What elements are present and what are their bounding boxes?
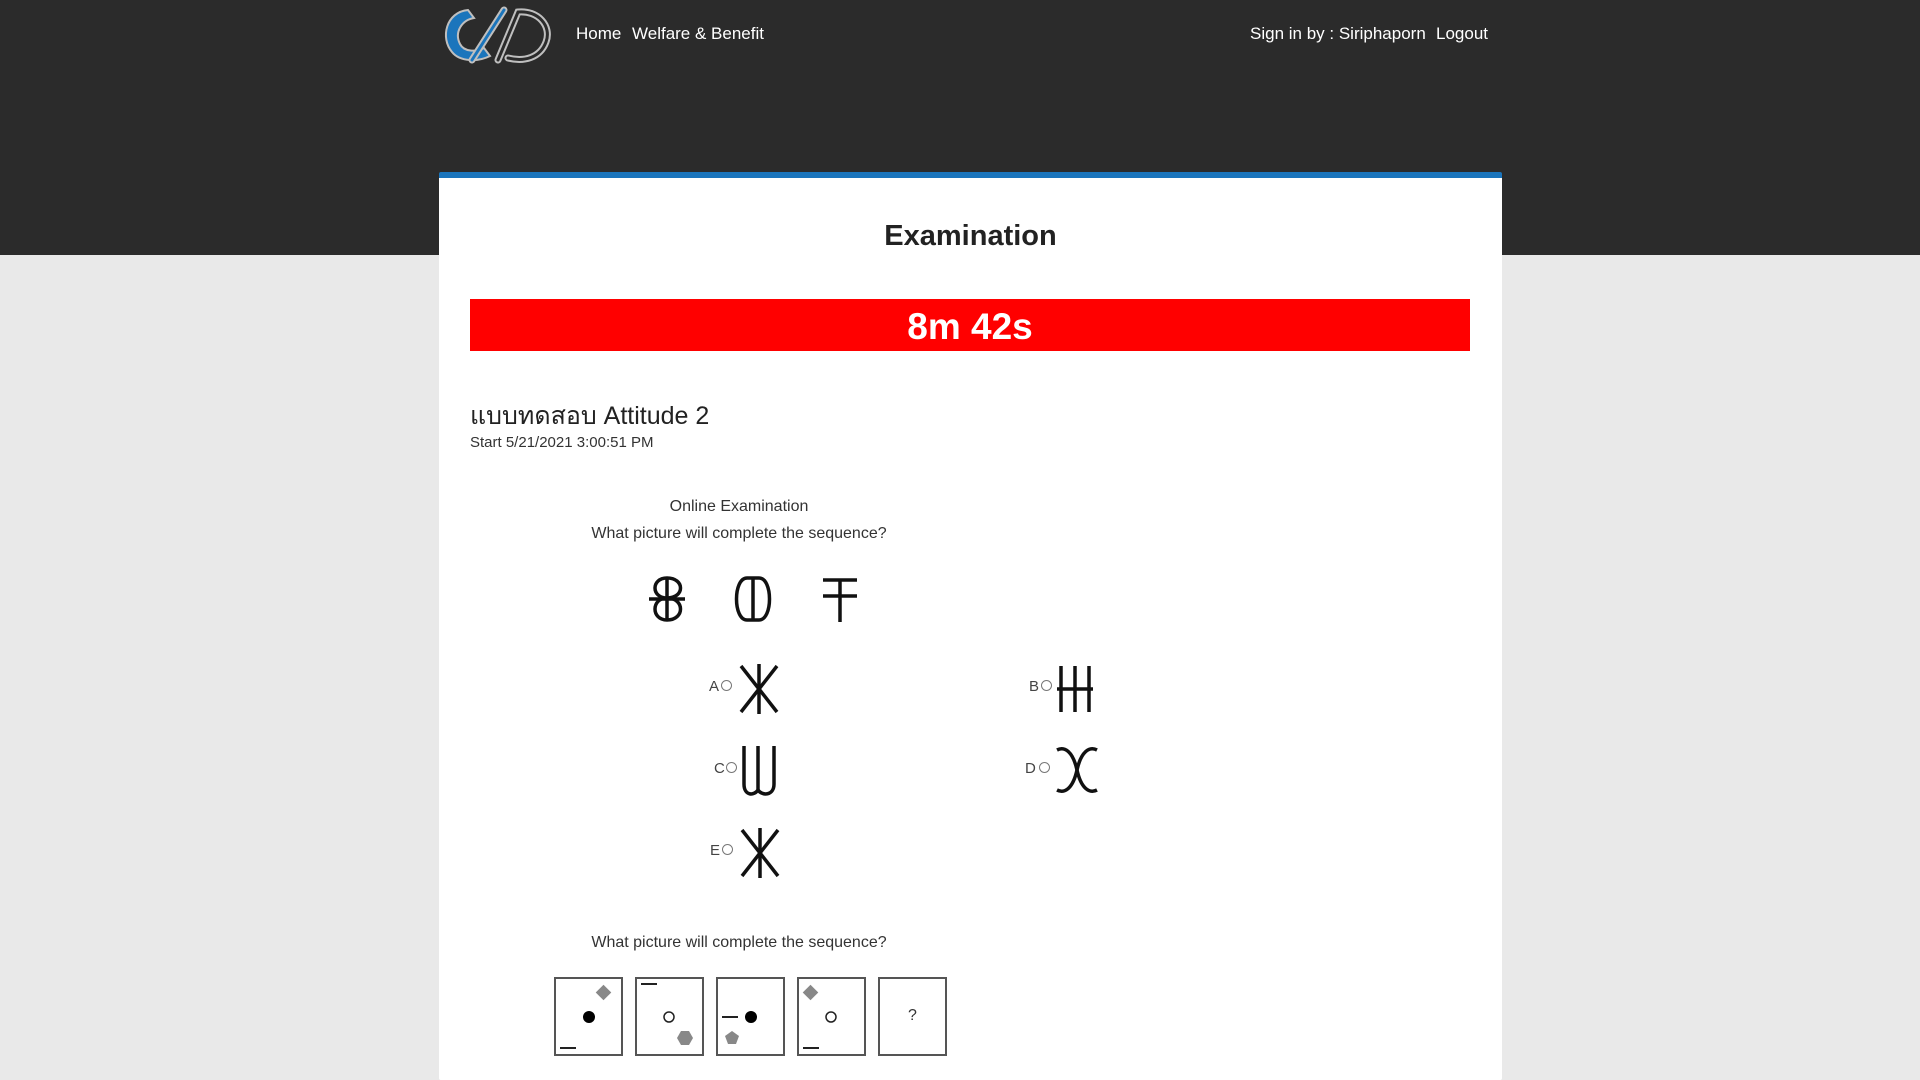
- option-d-symbol-icon: [1051, 740, 1103, 800]
- question-2-text: What picture will complete the sequence?: [591, 934, 887, 951]
- page-title: Examination: [884, 220, 1057, 252]
- option-b-radio[interactable]: [1041, 680, 1052, 691]
- question-1-sequence: [639, 568, 899, 628]
- nav-home-link[interactable]: Home: [576, 24, 622, 43]
- sequence-symbol-2-icon: [725, 568, 785, 628]
- option-b[interactable]: [1029, 658, 1149, 718]
- option-c-letter: C: [714, 760, 725, 777]
- option-d[interactable]: [1025, 740, 1145, 800]
- option-e-letter: E: [710, 842, 721, 859]
- unknown-box-mark: ?: [908, 1007, 917, 1024]
- question-1-header: [579, 493, 899, 547]
- exam-start-time: Start 5/21/2021 3:00:51 PM: [470, 434, 654, 451]
- sequence-box-2-shapes-icon: [637, 979, 702, 1054]
- sequence-box-unknown: [878, 977, 947, 1056]
- option-d-radio[interactable]: [1039, 762, 1050, 773]
- option-b-letter: B: [1029, 678, 1040, 695]
- option-b-symbol-icon: [1053, 658, 1105, 718]
- option-c-symbol-icon: [736, 740, 788, 800]
- sequence-symbol-3-icon: [811, 568, 871, 628]
- option-a-radio[interactable]: [721, 680, 732, 691]
- countdown-timer: 8m 42s: [470, 299, 1470, 351]
- sequence-symbol-1-icon: [639, 568, 699, 628]
- option-a[interactable]: [709, 658, 829, 718]
- sequence-box-3: [716, 977, 785, 1056]
- exam-card: [439, 172, 1502, 1080]
- sequence-box-3-shapes-icon: [718, 979, 783, 1054]
- company-logo-icon[interactable]: [438, 2, 554, 68]
- sequence-box-4-shapes-icon: [799, 979, 864, 1054]
- option-d-letter: D: [1025, 760, 1036, 777]
- option-a-symbol-icon: [733, 658, 785, 718]
- sequence-box-2: [635, 977, 704, 1056]
- signed-in-user-label: Sign in by : Siriphaporn: [1250, 24, 1426, 43]
- sequence-box-1: [554, 977, 623, 1056]
- sequence-box-1-shapes-icon: [556, 979, 621, 1054]
- logout-link[interactable]: Logout: [1436, 24, 1488, 43]
- option-e-radio[interactable]: [722, 844, 733, 855]
- question-1-text: What picture will complete the sequence?: [591, 525, 887, 542]
- sequence-box-4: [797, 977, 866, 1056]
- exam-name: แบบทดสอบ Attitude 2: [470, 402, 710, 430]
- option-a-letter: A: [709, 678, 720, 695]
- navbar: [438, 0, 1490, 70]
- nav-welfare-link[interactable]: Welfare & Benefit: [632, 24, 764, 43]
- online-exam-label: Online Examination: [669, 498, 809, 515]
- question-2-sequence: [554, 977, 954, 1059]
- option-e[interactable]: [710, 822, 830, 882]
- option-c[interactable]: [714, 740, 834, 800]
- option-e-symbol-icon: [734, 822, 786, 882]
